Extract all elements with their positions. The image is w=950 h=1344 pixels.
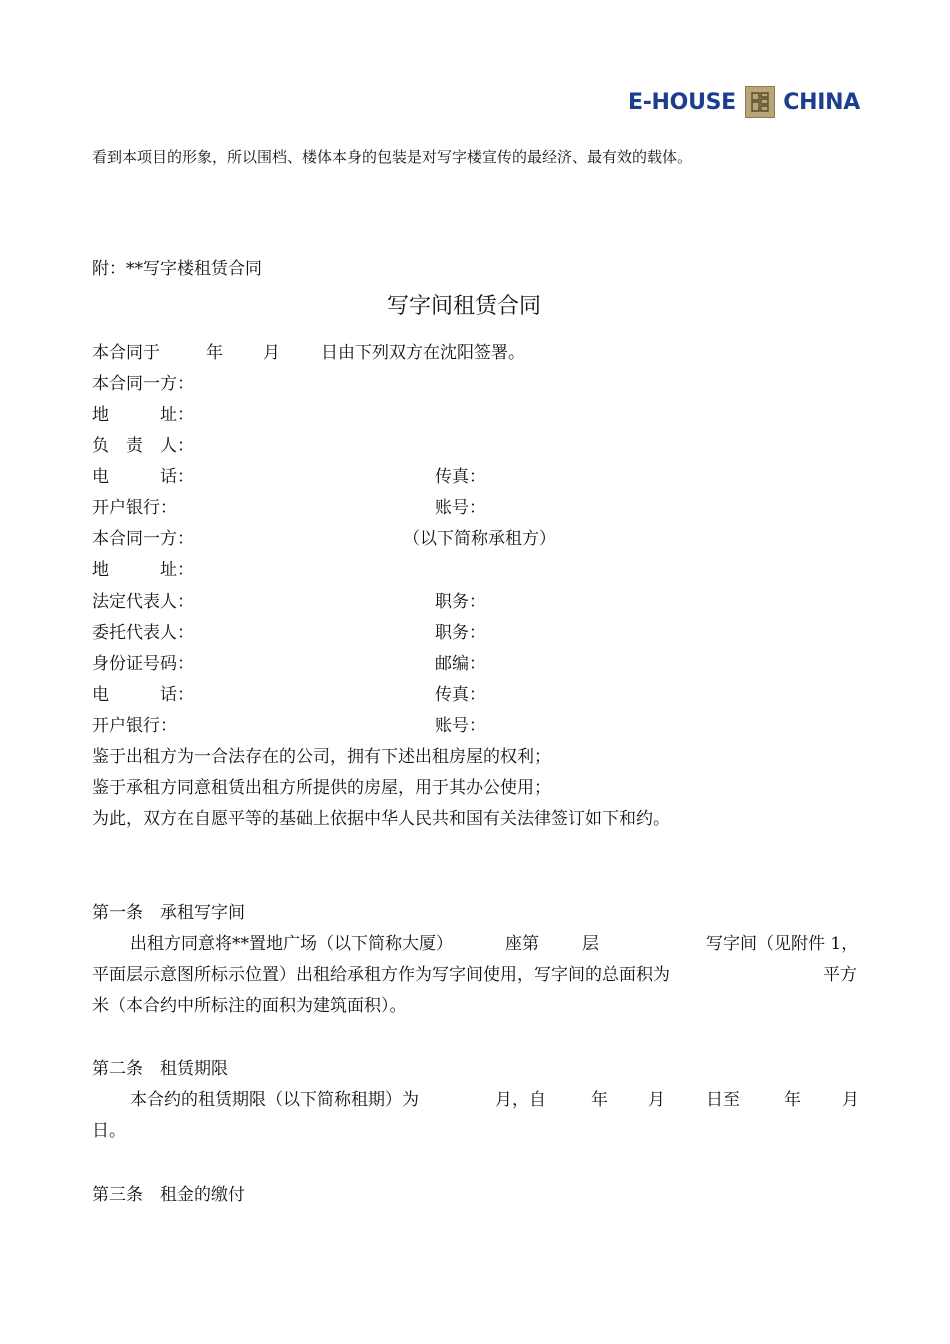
party-a-bank: 开户银行：	[92, 498, 177, 518]
article-1-text: 层	[582, 934, 599, 954]
party-b-legal-title: 职务：	[435, 592, 486, 612]
party-b-account: 账号：	[435, 716, 486, 736]
sign-prefix: 本合同于	[92, 343, 160, 363]
article-3-heading: 第三条 租金的缴付	[92, 1185, 245, 1205]
article-2-text: 月	[842, 1090, 859, 1110]
appendix-label: 附：**写字楼租赁合同	[92, 259, 262, 279]
whereas-clause: 鉴于出租方为一合法存在的公司，拥有下述出租房屋的权利；	[92, 747, 551, 767]
article-1-text: 写字间（见附件 1，	[706, 934, 859, 954]
e-house-china-logo	[628, 86, 860, 118]
article-2-text: 月，自	[495, 1090, 546, 1110]
article-1-text: 平方	[823, 965, 857, 985]
party-a-address: 地 址：	[92, 405, 194, 425]
sign-suffix: 日由下列双方在沈阳签署。	[321, 343, 525, 363]
party-a-fax: 传真：	[435, 467, 486, 487]
party-a-account: 账号：	[435, 498, 486, 518]
whereas-clause: 鉴于承租方同意租赁出租方所提供的房屋，用于其办公使用；	[92, 778, 551, 798]
article-1-text: 座第	[505, 934, 539, 954]
party-b-fax: 传真：	[435, 685, 486, 705]
article-1-text: 米（本合约中所标注的面积为建筑面积）。	[92, 996, 407, 1016]
party-b-label: 本合同一方：	[92, 529, 194, 549]
party-a-person: 负 责 人：	[92, 436, 194, 456]
party-b-postcode: 邮编：	[435, 654, 486, 674]
party-b-agent: 委托代表人：	[92, 623, 194, 643]
article-2-text: 年	[591, 1090, 608, 1110]
party-b-alias: （以下简称承租方）	[403, 529, 556, 549]
article-1-heading: 第一条 承租写字间	[92, 903, 245, 923]
sign-month: 月	[263, 343, 280, 363]
article-1-text: 出租方同意将**置地广场（以下简称大厦）	[130, 934, 453, 954]
party-a-label: 本合同一方：	[92, 374, 194, 394]
article-2-text: 本合约的租赁期限（以下简称租期）为	[130, 1090, 419, 1110]
party-b-id-number: 身份证号码：	[92, 654, 194, 674]
document-title: 写字间租赁合同	[387, 294, 542, 319]
party-b-phone: 电 话：	[92, 685, 194, 705]
party-b-legal-rep: 法定代表人：	[92, 592, 194, 612]
sign-year: 年	[206, 343, 223, 363]
party-b-agent-title: 职务：	[435, 623, 486, 643]
logo-text-left: E-HOUSE	[628, 89, 736, 115]
article-2-text: 日。	[92, 1121, 126, 1141]
article-2-text: 月	[648, 1090, 665, 1110]
article-1-text: 平面层示意图所标示位置）出租给承租方作为写字间使用，写字间的总面积为	[92, 965, 670, 985]
intro-line: 看到本项目的形象，所以围档、楼体本身的包装是对写字楼宣传的最经济、最有效的载体。	[92, 148, 693, 166]
party-b-address: 地 址：	[92, 560, 194, 580]
article-2-text: 日至	[706, 1090, 740, 1110]
party-b-bank: 开户银行：	[92, 716, 177, 736]
article-2-text: 年	[784, 1090, 801, 1110]
seal-icon	[745, 86, 775, 118]
article-2-heading: 第二条 租赁期限	[92, 1059, 228, 1079]
whereas-clause: 为此，双方在自愿平等的基础上依据中华人民共和国有关法律签订如下和约。	[92, 809, 670, 829]
logo-text-right: CHINA	[783, 89, 860, 115]
party-a-phone: 电 话：	[92, 467, 194, 487]
